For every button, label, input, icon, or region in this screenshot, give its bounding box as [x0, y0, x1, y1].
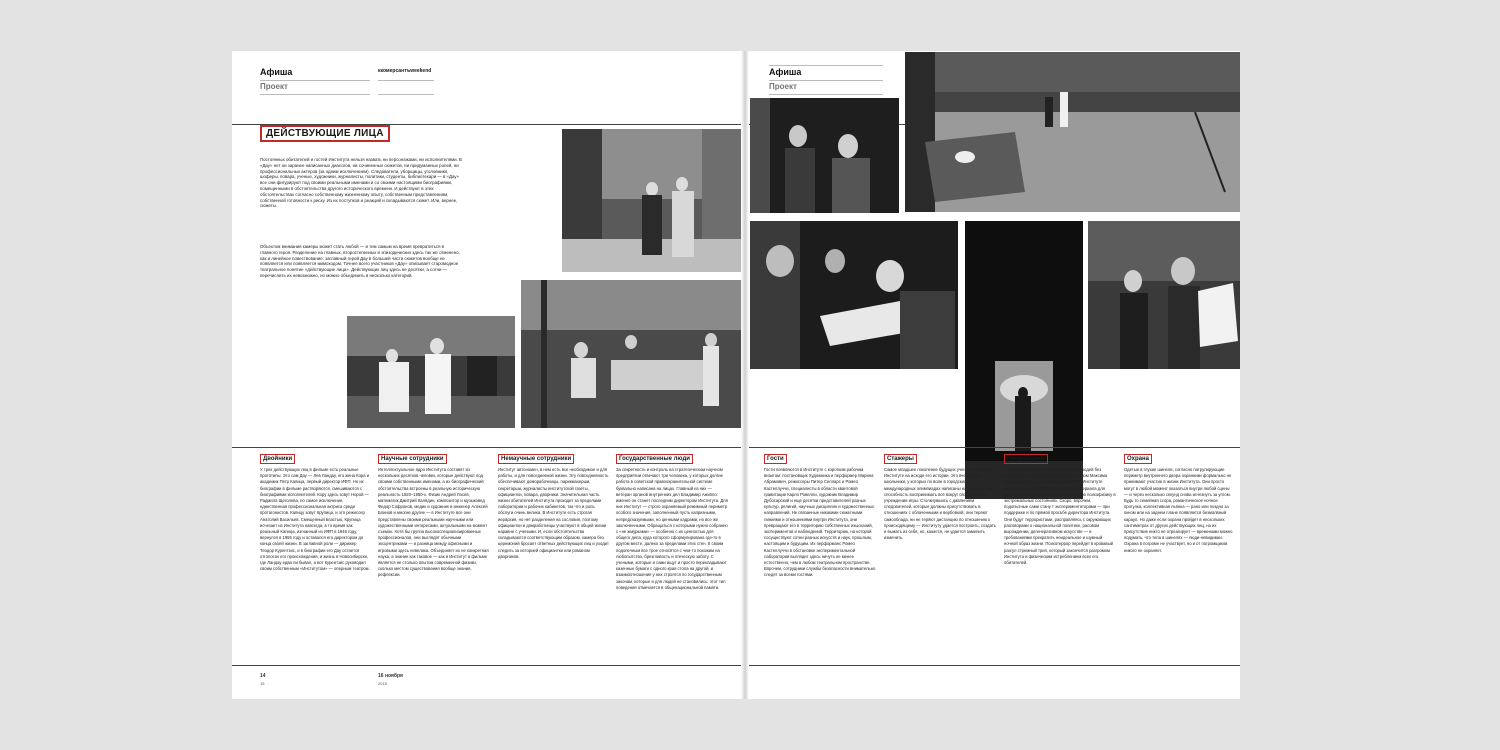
column-text-staff: Институт автономен, в нем есть все необходимое и для работы, и для повседневной жизни. Эту повседневность обеспечивают доморабочницы, парикмахерши, секретарши, журналисты институтской газеты, официантки, повара, дворники. Значительная часть жизни обитателей Института проходит за пределами лаборатории и рабочих кабинетов, так что и роль обслуги очень велика. В Институте есть строгая иерархия, но нет разделения на сословия, поэтому официантки и домработницы участвуют в общей жизни наравне с учеными. И, если обстоятельства складываются соответствующим образом, камера без церемоний бросает ответных действующих лиц и уходит следить за историей официантки или романом дворников.	[498, 467, 609, 559]
photo-woman-bearded-man	[1088, 221, 1240, 369]
photo-two-women	[750, 98, 899, 213]
header-logo: ккомерсантъweekend	[378, 68, 432, 74]
photo-snow-duo	[562, 129, 741, 272]
page-number: 14	[260, 673, 266, 679]
right-page	[749, 51, 1240, 699]
column-label-guard: Охрана	[1124, 454, 1152, 464]
column-label-interns: Стажеры	[884, 454, 917, 464]
column-text-interns: Самое младшее поколение будущих ученых появится в Институте на исходе его истории. Это вчерашние школьники, у которых по воле в городских и международных олимпиадах написаны на лицах — и их способность воспринимать всё вокруг своих личных учреждении игры. Столкнувшись с давлением следователей, которые должны присутствовать в отношениях с облаченными и вербовкой, они теряют самооблада, ни не теряют дистанцию по отношению к происходящему — Институту удается построить, создать и выжать из себя, но, кажется, не удается заменить изменить.	[884, 467, 996, 541]
page-number-alt: 15	[260, 681, 265, 686]
column-label-pogrom: Погромщики	[1004, 454, 1048, 464]
right-section-subtitle: Проект	[769, 82, 797, 91]
photo-courtyard-wrestlers	[905, 52, 1240, 212]
column-text-doubles: У трех действующих лиц в фильме есть реальные прототипы. Это сам Дау — Лев Ландау, его жена Кора и академик Петр Капица, первый директор ИФП. Но их биографии в фильме растворяются, смешиваются с биографиями исполнителей. Кору здесь зовут Норой — Радмила Щеголева, по самое исключение, единственная профессиональная актриса среди протагонистов. Капицу зовут Крупица, и это режиссер Анатолий Васильев. Смещенный властью, Крупица исчезает из Института навсегда, в то время как реальный Капица, изгнанный из ИФП в 1946 году, вернулся в 1955 году и оставался его директором до конца своей жизни. В заглавной роли — дирижер Теодор Курентзис, и в биографии его Дау остается отголосок его происхождения, и жизнь в Новосибирске, где Ландау едва ли бывал, а вот Курентзис руководил своим собственным «Институтом» — оперным театром.	[260, 467, 370, 572]
issue-year: 2018	[378, 681, 387, 686]
column-label-researchers: Научные сотрудники	[378, 454, 447, 464]
spine	[741, 51, 749, 699]
section-subtitle: Проект	[260, 82, 288, 91]
column-text-researchers: Интеллектуальное ядро Института составят из нескольких десятков человек, которые действуют под своими собственными именами, а их биографический обстоятельства встроены в реальную историческую реальность 1920–1950-х. Физик Андрей Лосев, математик Дмитрий Калядин, композитор и музыковед Федор Софронов, медик и художник и инженер Алексей Блинов и многие другие — в Институте все они представлены своими реальными научными или художественными интересами, актуальными на момент съемок. Хотя бы группа высокоспециализированных профессионалов, они выглядят обычными эксцентриками — и разница между офисными и игровыми здесь невелика. Объединяет их не конкретная наука, а знание как таковое — как и Институт в фильме является не столько опытом современной физики, сколько местом существования вообще знания, рефлексии.	[378, 467, 489, 578]
photo-men-papers	[750, 221, 958, 369]
column-text-pogrom: Контактная группа спортивно молодых людей без внимания к потому под предводительством Максима Марцинкевича, он же Тесак, окажется в Институте формально в качестве подопытного материала для экспериментов, изучающих человеческую психофизику в экстремальных состояниях. Скоро, впрочем, подопытные сами стану т экспериментаторами — при поддержке и по прямой просьбе директора Института. Они будут террористами, расправляясь с окружающих разговорами о национальной политике, расовом вырождении, дегенеративном искусстве — и требованиями прекратить неидеальное и шумный ночной образ жизни. Психотеррор перейдет в кровавый разгул стремный трип, который закончится разгромом Института и физическим истреблением всех его обитателей.	[1004, 467, 1116, 566]
photo-lab-workers	[347, 316, 515, 428]
column-label-state-people: Государственные люди	[616, 454, 693, 464]
column-label-doubles: Двойники	[260, 454, 295, 464]
column-text-guests: Гости появляются в Институте с коротким рабочим визитом: постановщик Художника и перформер Марина Абрамович, режиссеры Питер Селларс и Ромео Кастеллуччи, специалисты в области квантовой гравитации Карло Ровелли, художник Владимир Дубосарский и еще десятки представителей разных культур, религий, научных дисциплин и художественных направлений. Не связанные никакими сюжетными линиями и отношениями внутри Института, они превращают его в территорию собственных изысканий, экспериментов и наблюдений. Территорию, на которой сосуществуют сотни разных искусств и наук, прошлым, настоящим и будущим. Их перформанс Ромео Кастеллуччи в обстановке экспериментальной лаборатории выглядит здесь ничуть не менее естественно, чем в любом театральном пространстве. Впрочем, сотрудники службы безопасности внимательно следят за всеми гостями.	[764, 467, 876, 578]
section-title: Афиша	[260, 67, 293, 77]
column-text-state-people: За секретность и контроль на стратегическом научном предприятии отвечают три человека, у которых долгие работа в советской правоохранительной системе буквально написана на лицах. Главный из них — ветеран органов внутренних дел Владимир Ажиппо: именно он станет последним директором Института. Для них Институт — строго охраняемый режимный периметр особого значения, заполненный пусть капризными, непредсказуемыми, но ценными кадрами, но все же заключенными. Обращаться с которыми нужно собранно с «не жмурками» — особенно с их ценностью для общего дела, куда которого сформулирована где-то в другом месте, далеко за пределами этих стен. К своим подопечным все трое относятся с чем-то похожим на любопытство, брезгливость и отеческую заботу. С учеными, которые и сами ищут и просто перекладывают казенные бумаги с одного края стола на другой, и взаимоотношения у них строятся по государственным законам, которые и для людей не становились: этот тип поведения отмечается в общенациональной памяти.	[616, 467, 728, 590]
issue-date: 16 ноября	[378, 673, 403, 679]
main-heading: ДЕЙСТВУЮЩИЕ ЛИЦА	[260, 125, 390, 142]
intro-paragraph-1: Постоянных обитателей и гостей Института нельзя назвать ни персонажами, ни исполнителями. В «Дау» нет ни заранее написанных диалогов, ни сочиненных сюжетов, ни придуманных ролей, ни профессиональных актеров (за одним исключением). Следователи, уборщицы, уголовники, шоферы, повара, ученые, художники, журналисты, политики, студенты, библиотекари — в «Дау» все они фигурируют под своими реальными именами и со своими настоящими биографиями, помещенными в обстоятельства другого исторического времени. И действуют в этих обстоятельствах согласно собственному жизненному опыту, собственным представлениям, собственной готовности к риску. Из их поступков и реакций и складываются сюжет. Или, вернее, сюжеты.	[260, 157, 462, 209]
left-page	[232, 51, 741, 699]
column-text-guard: Одетые в глухие шинели, согласно патрулирующие периметр внутреннего двора охранники формально не принимают участие в жизни Института. Они просто могут в любой момент оказаться внутри любой сцены — и через несколько секунд снова исчезнуть за углом. Будь то семейная ссора, романтическое ночное прогулка, коллективная пьянка — рано или поздно за окном или на заднем плане появляется безмолвный караул. Но даже если охрана пройдет в нескольких сантиметрах от других действующих лиц, на их присутствие никто не отреагирует — временами можно подумать, что тела в шинелях — люди-невидимки. Охрана в погроме не участвует, но и от погромщиков никого не охраняет.	[1124, 467, 1233, 553]
intro-paragraph-2: Объектом внимания камеры может стать любой — и тем самым на время превратиться в главного героя. Разделение на главных, второстепенных и эпизодических здесь так же отменено, как и линейное повествование: заглавный герой Дау в большей части сюжетов вообще не появляется или появляется мимоходом. Точнее всего участников «Дау» описывает старомодное театральное понятие «действующие лица». Действующих лиц здесь не десятки, а сотни — перечислить их невозможно, но можно объединить в несколько категорий.	[260, 244, 460, 278]
right-section-title: Афиша	[769, 67, 802, 77]
column-label-guests: Гости	[764, 454, 787, 464]
column-label-staff: Немаучные сотрудники	[498, 454, 574, 464]
photo-scientists-table	[521, 280, 741, 428]
